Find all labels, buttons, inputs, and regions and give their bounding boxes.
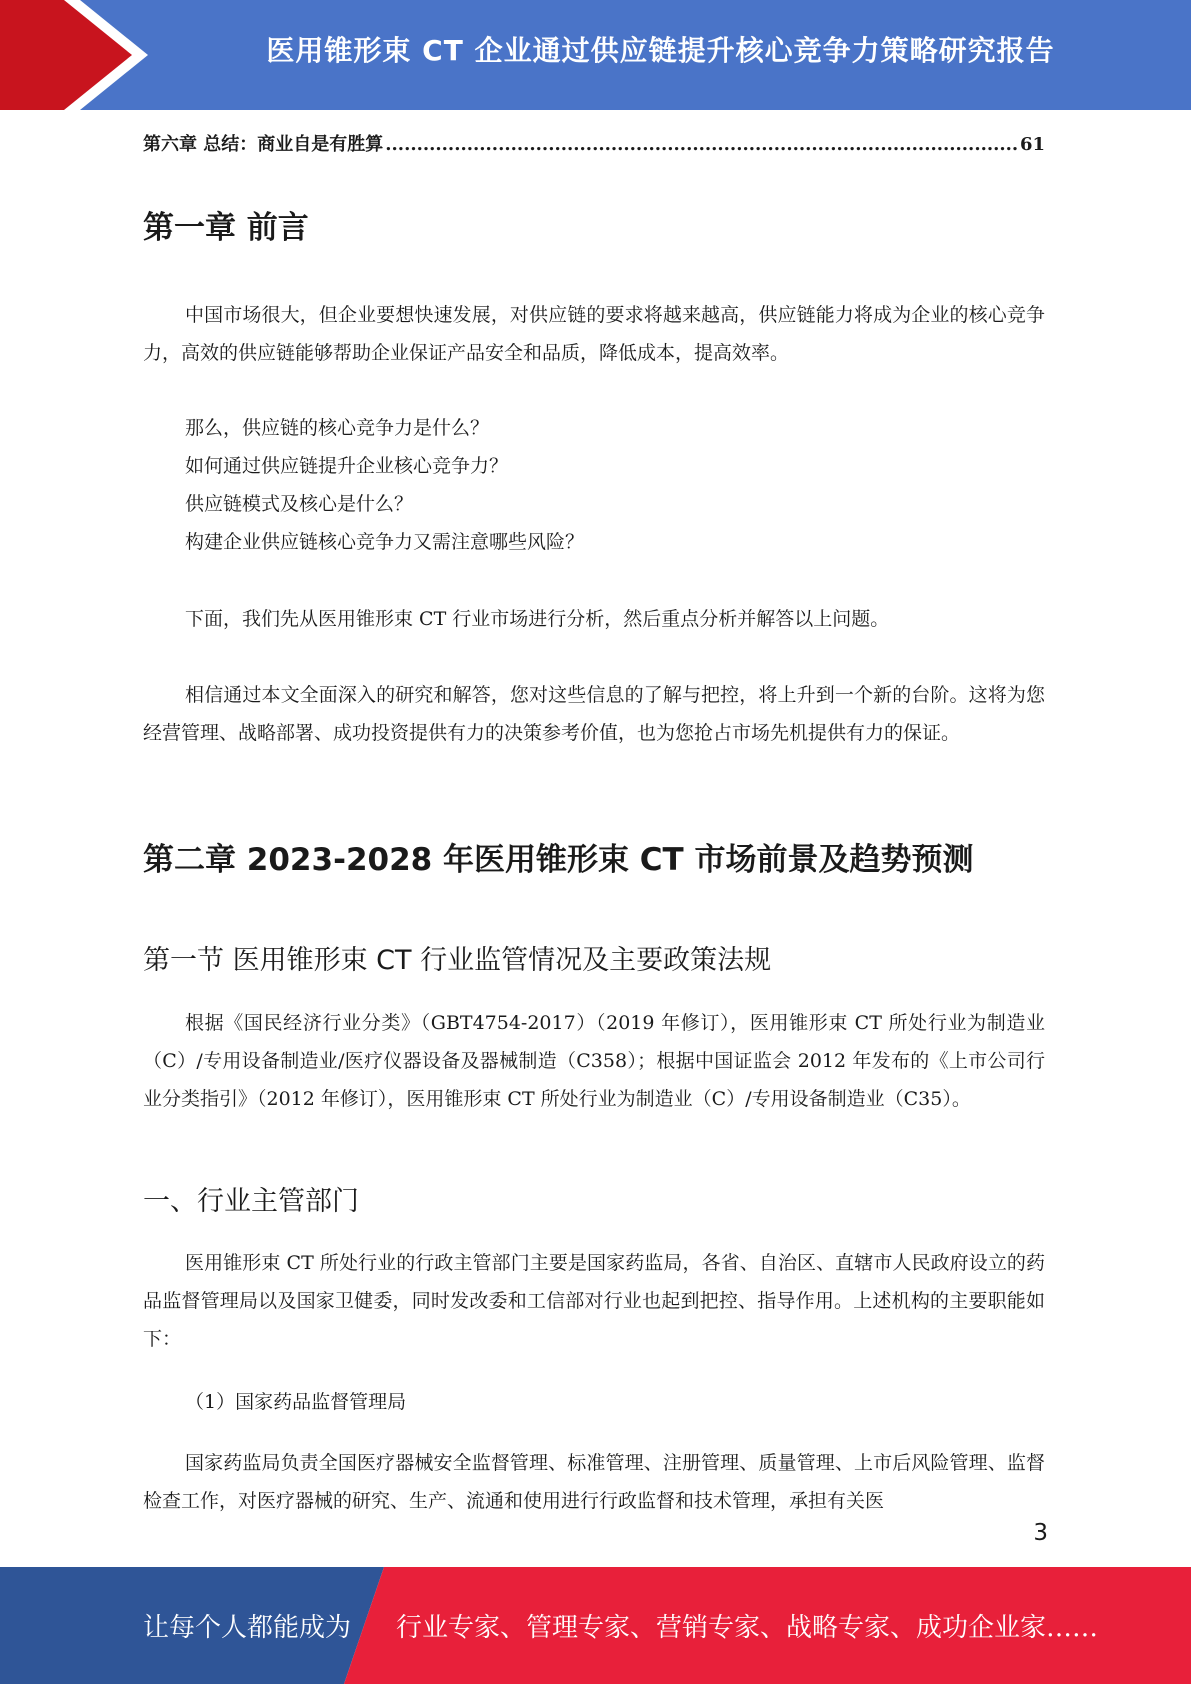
chapter1-paragraph-2: 下面，我们先从医用锥形束 CT 行业市场进行分析，然后重点分析并解答以上问题。: [185, 608, 890, 630]
subsection1-heading: 一、行业主管部门: [143, 1186, 359, 1217]
toc-leader-dots: [385, 134, 1018, 155]
chapter1-paragraph-1: 中国市场很大，但企业要想快速发展，对供应链的要求将越来越高，供应链能力将成为企业的核心竞争力，高效的供应链能够帮助企业保证产品安全和品质，降低成本，提高效率。: [143, 304, 1045, 364]
footer-slogan-left: 让每个人都能成为: [143, 1613, 352, 1643]
chapter2-heading: 第二章 2023-2028 年医用锥形束 CT 市场前景及趋势预测: [143, 842, 974, 878]
chapter1-paragraph-3: 相信通过本文全面深入的研究和解答，您对这些信息的了解与把控，将上升到一个新的台阶。这将为您经营管理、战略部署、成功投资提供有力的决策参考价值，也为您抢占市场先机提供有力的保证。: [143, 684, 1045, 744]
toc-entry-page: 61: [1019, 134, 1045, 155]
section1-paragraph: 根据《国民经济行业分类》（GBT4754-2017）（2019 年修订），医用锥形束 CT 所处行业为制造业（C）/专用设备制造业/医疗仪器设备及器械制造（C358）；根据中国证监会 2012 年发布的《上市公司行业分类指引》（2012 年修订），医用锥形束 CT 所处行业为制造业（C）/专用设备制造业（C35）。: [143, 1012, 1045, 1110]
question-2: 如何通过供应链提升企业核心竞争力？: [185, 455, 509, 477]
question-1: 那么，供应链的核心竞争力是什么？: [185, 417, 490, 439]
section1-heading: 第一节 医用锥形束 CT 行业监管情况及主要政策法规: [143, 945, 772, 976]
page-footer: [0, 1567, 1191, 1684]
question-4: 构建企业供应链核心竞争力又需注意哪些风险？: [185, 531, 585, 553]
toc-entry[interactable]: [143, 130, 1045, 158]
item1-heading: （1）国家药品监督管理局: [185, 1391, 407, 1413]
chapter1-heading: 第一章 前言: [143, 210, 309, 246]
item1-paragraph: 国家药监局负责全国医疗器械安全监督管理、标准管理、注册管理、质量管理、上市后风险管理、监督检查工作，对医疗器械的研究、生产、流通和使用进行行政监督和技术管理，承担有关医: [143, 1452, 1045, 1512]
page-number: 3: [1033, 1520, 1048, 1546]
toc-entry-label: 第六章 总结：商业自是有胜算: [143, 134, 384, 155]
report-title: 医用锥形束 CT 企业通过供应链提升核心竞争力策略研究报告: [266, 34, 1055, 67]
subsection1-paragraph: 医用锥形束 CT 所处行业的行政主管部门主要是国家药监局，各省、自治区、直辖市人民政府设立的药品监督管理局以及国家卫健委，同时发改委和工信部对行业也起到把控、指导作用。上述机构的主要职能如下：: [143, 1252, 1045, 1350]
page-header: [0, 0, 1191, 110]
footer-slogan-right: 行业专家、管理专家、营销专家、战略专家、成功企业家……: [396, 1613, 1099, 1643]
question-3: 供应链模式及核心是什么？: [185, 493, 414, 515]
